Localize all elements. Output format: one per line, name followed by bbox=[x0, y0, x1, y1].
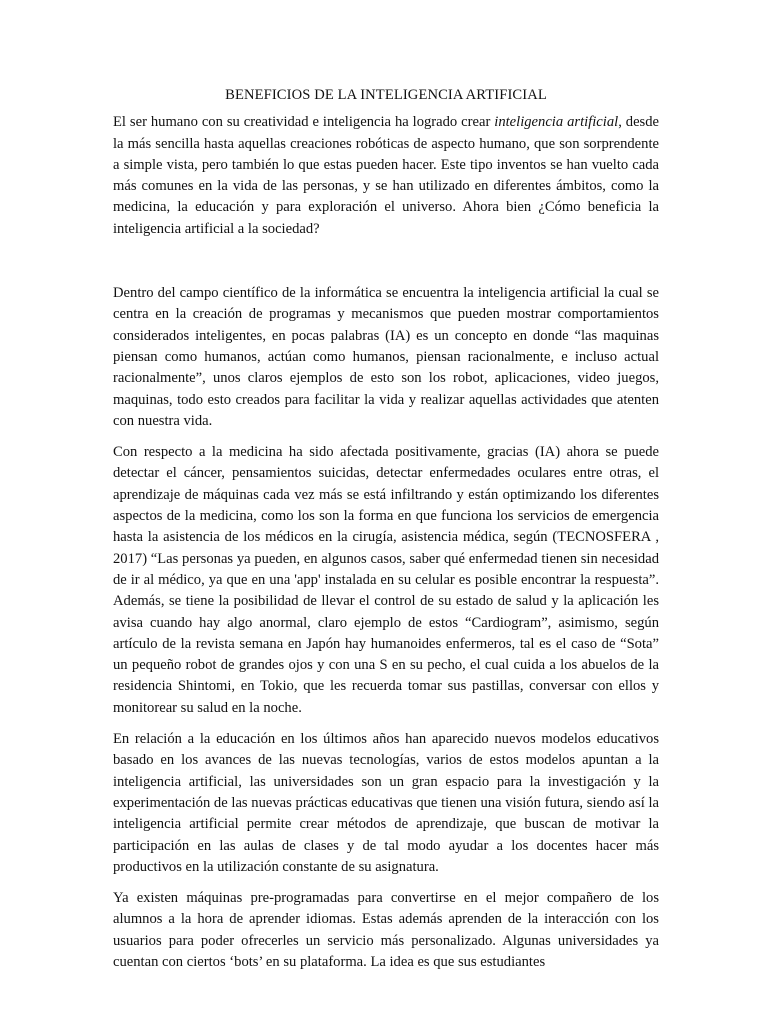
paragraph-medicine: Con respecto a la medicina ha sido afectada positivamente, gracias (IA) ahora se puede detectar el cáncer, pensamientos suicidas, detectar enfermedades oculares entre otras, el aprendizaje de máquinas cada vez más se está infiltrando y están optimizando los diferentes aspectos de la medicina, como los son la forma en que funciona los servicios de emergencia hasta la asistencia de los médicos en la cirugía, asistencia médica, según (TECNOSFERA , 2017) “Las personas ya pueden, en algunos casos, saber qué enfermedad tienen sin necesidad de ir al médico, ya que en una 'app' instalada en su celular es posible encontrar la respuesta”. Además, se tiene la posibilidad de llevar el control de su estado de salud y la aplicación les avisa cuando hay algo anormal, claro ejemplo de estos “Cardiogram”, asimismo, según artículo de la revista semana en Japón hay humanoides enfermeros, tal es el caso de “Sota” un pequeño robot de grandes ojos y con una S en su pecho, el cual cuida a los abuelos de la residencia Shintomi, en Tokio, que les recuerda tomar sus pastillas, conversar con ellos y monitorear su salud en la noche. bbox=[113, 444, 659, 716]
paragraph-intro-italic-term: inteligencia artificial bbox=[494, 114, 619, 131]
paragraph-intro-text-start: El ser humano con su creatividad e inteligencia ha logrado crear bbox=[113, 114, 495, 131]
paragraph-intro-text-end: , desde la más sencilla hasta aquellas creaciones robóticas de aspecto humano, que son sorprendente a simple vista, pero también lo que estas pueden hacer. Este tipo inventos se han vuelto cada más comunes en la vida de las personas, y se han utilizado en diferentes ámbitos, como la medicina, la educación y para exploración el universo. Ahora bien ¿Cómo beneficia la inteligencia artificial a la sociedad? bbox=[113, 114, 660, 237]
paragraph-intro bbox=[113, 112, 659, 240]
document-title: BENEFICIOS DE LA INTELIGENCIA ARTIFICIAL bbox=[225, 87, 547, 103]
document-page bbox=[113, 85, 659, 983]
paragraph-definition: Dentro del campo científico de la informática se encuentra la inteligencia artificial la cual se centra en la creación de programas y mecanismos que pueden mostrar comportamientos considerados inteligentes, en pocas palabras (IA) es un concepto en donde “las maquinas piensan como humanos, actúan como humanos, piensan racionalmente, e incluso actual racionalmente”, unos claros ejemplos de esto son los robot, aplicaciones, video juegos, maquinas, todo esto creados para facilitar la vida y realizar aquellas actividades que atenten con nuestra vida. bbox=[113, 285, 659, 429]
paragraph-education: En relación a la educación en los últimos años han aparecido nuevos modelos educativos basado en los avances de las nuevas tecnologías, varios de estos modelos apuntan a la inteligencia artificial, las universidades son un gran espacio para la investigación y la experimentación de las nuevas prácticas educativas que tienen una visión futura, siendo así la inteligencia artificial permite crear métodos de aprendizaje, que buscan de motivar la participación en las aulas de clases y de tal modo ayudar a los docentes hacer más productivos en la utilización constante de su asignatura. bbox=[113, 731, 659, 875]
paragraph-spacer bbox=[113, 250, 659, 283]
paragraph-languages: Ya existen máquinas pre-programadas para convertirse en el mejor compañero de los alumnos a la hora de aprender idiomas. Estas además aprenden de la interacción con los usuarios para poder ofrecerles un servicio más personalizado. Algunas universidades ya cuentan con ciertos ‘bots’ en su plataforma. La idea es que sus estudiantes bbox=[113, 890, 659, 970]
